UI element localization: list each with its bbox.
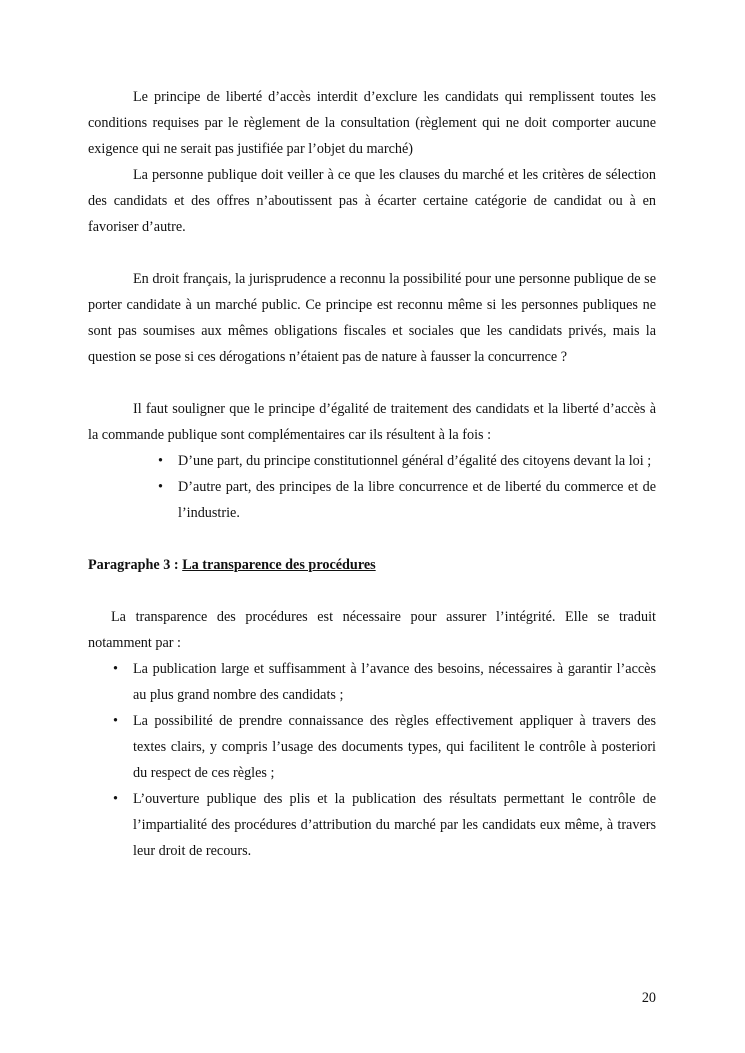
list-item — [113, 786, 656, 864]
list-item — [113, 656, 656, 708]
list-item — [113, 708, 656, 786]
page-number: 20 — [641, 990, 656, 1006]
paragraph: La transparence des procédures est nécessaire pour assurer l’intégrité. Elle se traduit notamment par : — [88, 609, 656, 651]
bullet-icon: • — [113, 713, 118, 729]
bullet-icon: • — [113, 791, 118, 807]
bullet-icon: • — [158, 479, 163, 495]
section-heading — [88, 552, 656, 578]
paragraph: Le principe de liberté d’accès interdit d’exclure les candidats qui remplissent toutes les conditions requises par le règlement de la consultation (règlement qui ne doit comporter aucune exigence qui ne serait pas justifiée par l’objet du marché) — [88, 89, 656, 157]
list-item-text: La possibilité de prendre connaissance des règles effectivement appliquer à travers des textes clairs, y compris l’usage des documents types, qui facilitent le contrôle à posteriori du respect de ces règles ; — [133, 713, 656, 781]
list-item — [158, 448, 656, 474]
document-body — [88, 84, 656, 864]
paragraph: La personne publique doit veiller à ce que les clauses du marché et les critères de sélection des candidats et des offres n’aboutissent pas à écarter certaine catégorie de candidat ou à en favoriser d’autre. — [88, 167, 656, 235]
bullet-icon: • — [158, 453, 163, 469]
paragraph: En droit français, la jurisprudence a reconnu la possibilité pour une personne publique de se porter candidate à un marché public. Ce principe est reconnu même si les personnes publiques ne sont pas soumises aux mêmes obligations fiscales et sociales que les candidats privés, mais la question se pose si ces dérogations n’étaient pas de nature à fausser la concurrence ? — [88, 271, 656, 365]
list-item-text: D’autre part, des principes de la libre concurrence et de liberté du commerce et de l’industrie. — [178, 479, 656, 521]
list-item-text: La publication large et suffisamment à l’avance des besoins, nécessaires à garantir l’accès au plus grand nombre des candidats ; — [133, 661, 656, 703]
list-item-text: L’ouverture publique des plis et la publication des résultats permettant le contrôle de l’impartialité des procédures d’attribution du marché par les candidats eux même, à travers leur droit de recours. — [133, 791, 656, 859]
heading-title: La transparence des procédures — [182, 557, 376, 573]
list-item-text: D’une part, du principe constitutionnel général d’égalité des citoyens devant la loi ; — [178, 453, 652, 469]
list-item — [158, 474, 656, 526]
bullet-list — [88, 448, 656, 526]
heading-prefix: Paragraphe 3 : — [88, 557, 183, 573]
bullet-icon: • — [113, 661, 118, 677]
paragraph: Il faut souligner que le principe d’égalité de traitement des candidats et la liberté d’accès à la commande publique sont complémentaires car ils résultent à la fois : — [88, 401, 656, 443]
bullet-list — [88, 656, 656, 864]
